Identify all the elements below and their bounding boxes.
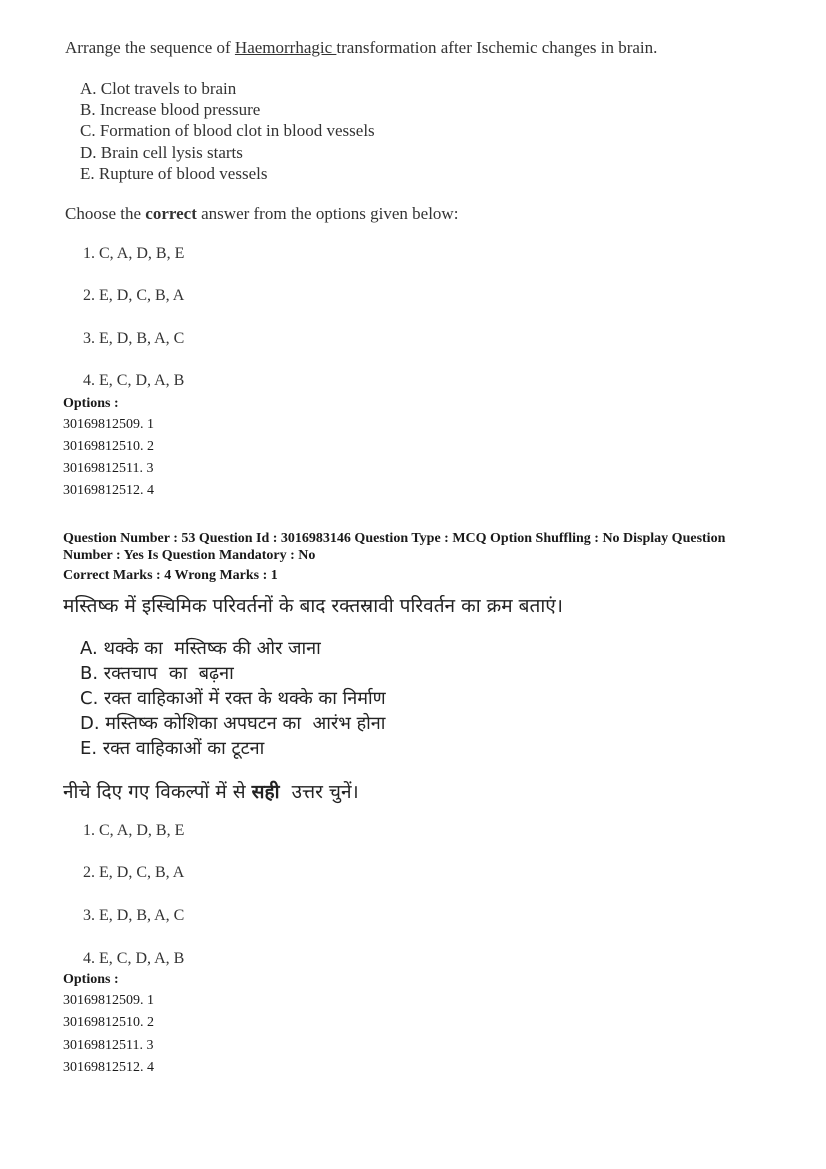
statement-c: C. Formation of blood clot in blood vessels: [80, 121, 375, 140]
options-label: Options :: [63, 396, 119, 411]
hindi-statement-e: E. रक्त वाहिकाओं का टूटना: [80, 738, 265, 759]
marks-line: Correct Marks : 4 Wrong Marks : 1: [63, 568, 278, 583]
hindi-statement-a: A. थक्के का मस्तिष्क की ओर जाना: [80, 638, 321, 659]
hindi-statement-d: D. मस्तिष्क कोशिका अपघटन का आरंभ होना: [80, 713, 386, 734]
answer-choice-2: 2. E, D, C, B, A: [83, 864, 185, 881]
hindi-statement-b: B. रक्तचाप का बढ़ना: [80, 663, 234, 684]
answer-choice-4: 4. E, C, D, A, B: [83, 950, 185, 967]
option-id-row: 30169812510. 2: [63, 1015, 154, 1030]
question-text-part: Arrange the sequence of: [65, 38, 235, 57]
statement-b: B. Increase blood pressure: [80, 100, 261, 119]
option-id-row: 30169812509. 1: [63, 993, 154, 1008]
option-id-row: 30169812511. 3: [63, 1038, 154, 1053]
statement-a: A. Clot travels to brain: [80, 79, 237, 98]
hindi-question-text: मस्तिष्क में इस्चिमिक परिवर्तनों के बाद रक्तस्रावी परिवर्तन का क्रम बताएं।: [63, 595, 563, 617]
option-id-row: 30169812511. 3: [63, 461, 154, 476]
answer-choice-1: 1. C, A, D, B, E: [83, 245, 185, 262]
answer-choice-4: 4. E, C, D, A, B: [83, 372, 185, 389]
question-text-underlined: Haemorrhagic: [234, 38, 337, 57]
metadata-line: Question Number : 53 Question Id : 3016983146 Question Type : MCQ Option Shuffling : No Display Question: [63, 531, 726, 546]
choose-instruction: [65, 204, 458, 224]
hindi-choose-part: उत्तर चुनें।: [279, 781, 359, 803]
statement-d: D. Brain cell lysis starts: [80, 143, 243, 162]
hindi-statement-c: C. रक्त वाहिकाओं में रक्त के थक्के का निर्माण: [80, 688, 386, 709]
statement-e: E. Rupture of blood vessels: [80, 164, 268, 183]
option-id-row: 30169812512. 4: [63, 483, 154, 498]
answer-choice-2: 2. E, D, C, B, A: [83, 287, 185, 304]
answer-choice-3: 3. E, D, B, A, C: [83, 907, 185, 924]
options-label: Options :: [63, 972, 119, 987]
choose-text-bold: correct: [145, 204, 197, 223]
option-id-row: 30169812509. 1: [63, 417, 154, 432]
question-text: [65, 38, 657, 58]
question-text-part: transformation after Ischemic changes in brain.: [336, 38, 658, 57]
hindi-choose-instruction: [63, 778, 359, 804]
question-metadata: [63, 530, 773, 584]
hindi-choose-part: नीचे दिए गए विकल्पों में से: [63, 781, 252, 803]
answer-choice-1: 1. C, A, D, B, E: [83, 822, 185, 839]
choose-text-part: answer from the options given below:: [196, 204, 459, 223]
choose-text-part: Choose the: [65, 204, 146, 223]
hindi-choose-bold: सही: [251, 781, 280, 803]
option-id-row: 30169812512. 4: [63, 1060, 154, 1075]
option-id-row: 30169812510. 2: [63, 439, 154, 454]
metadata-line: Number : Yes Is Question Mandatory : No: [63, 548, 316, 563]
answer-choice-3: 3. E, D, B, A, C: [83, 330, 185, 347]
